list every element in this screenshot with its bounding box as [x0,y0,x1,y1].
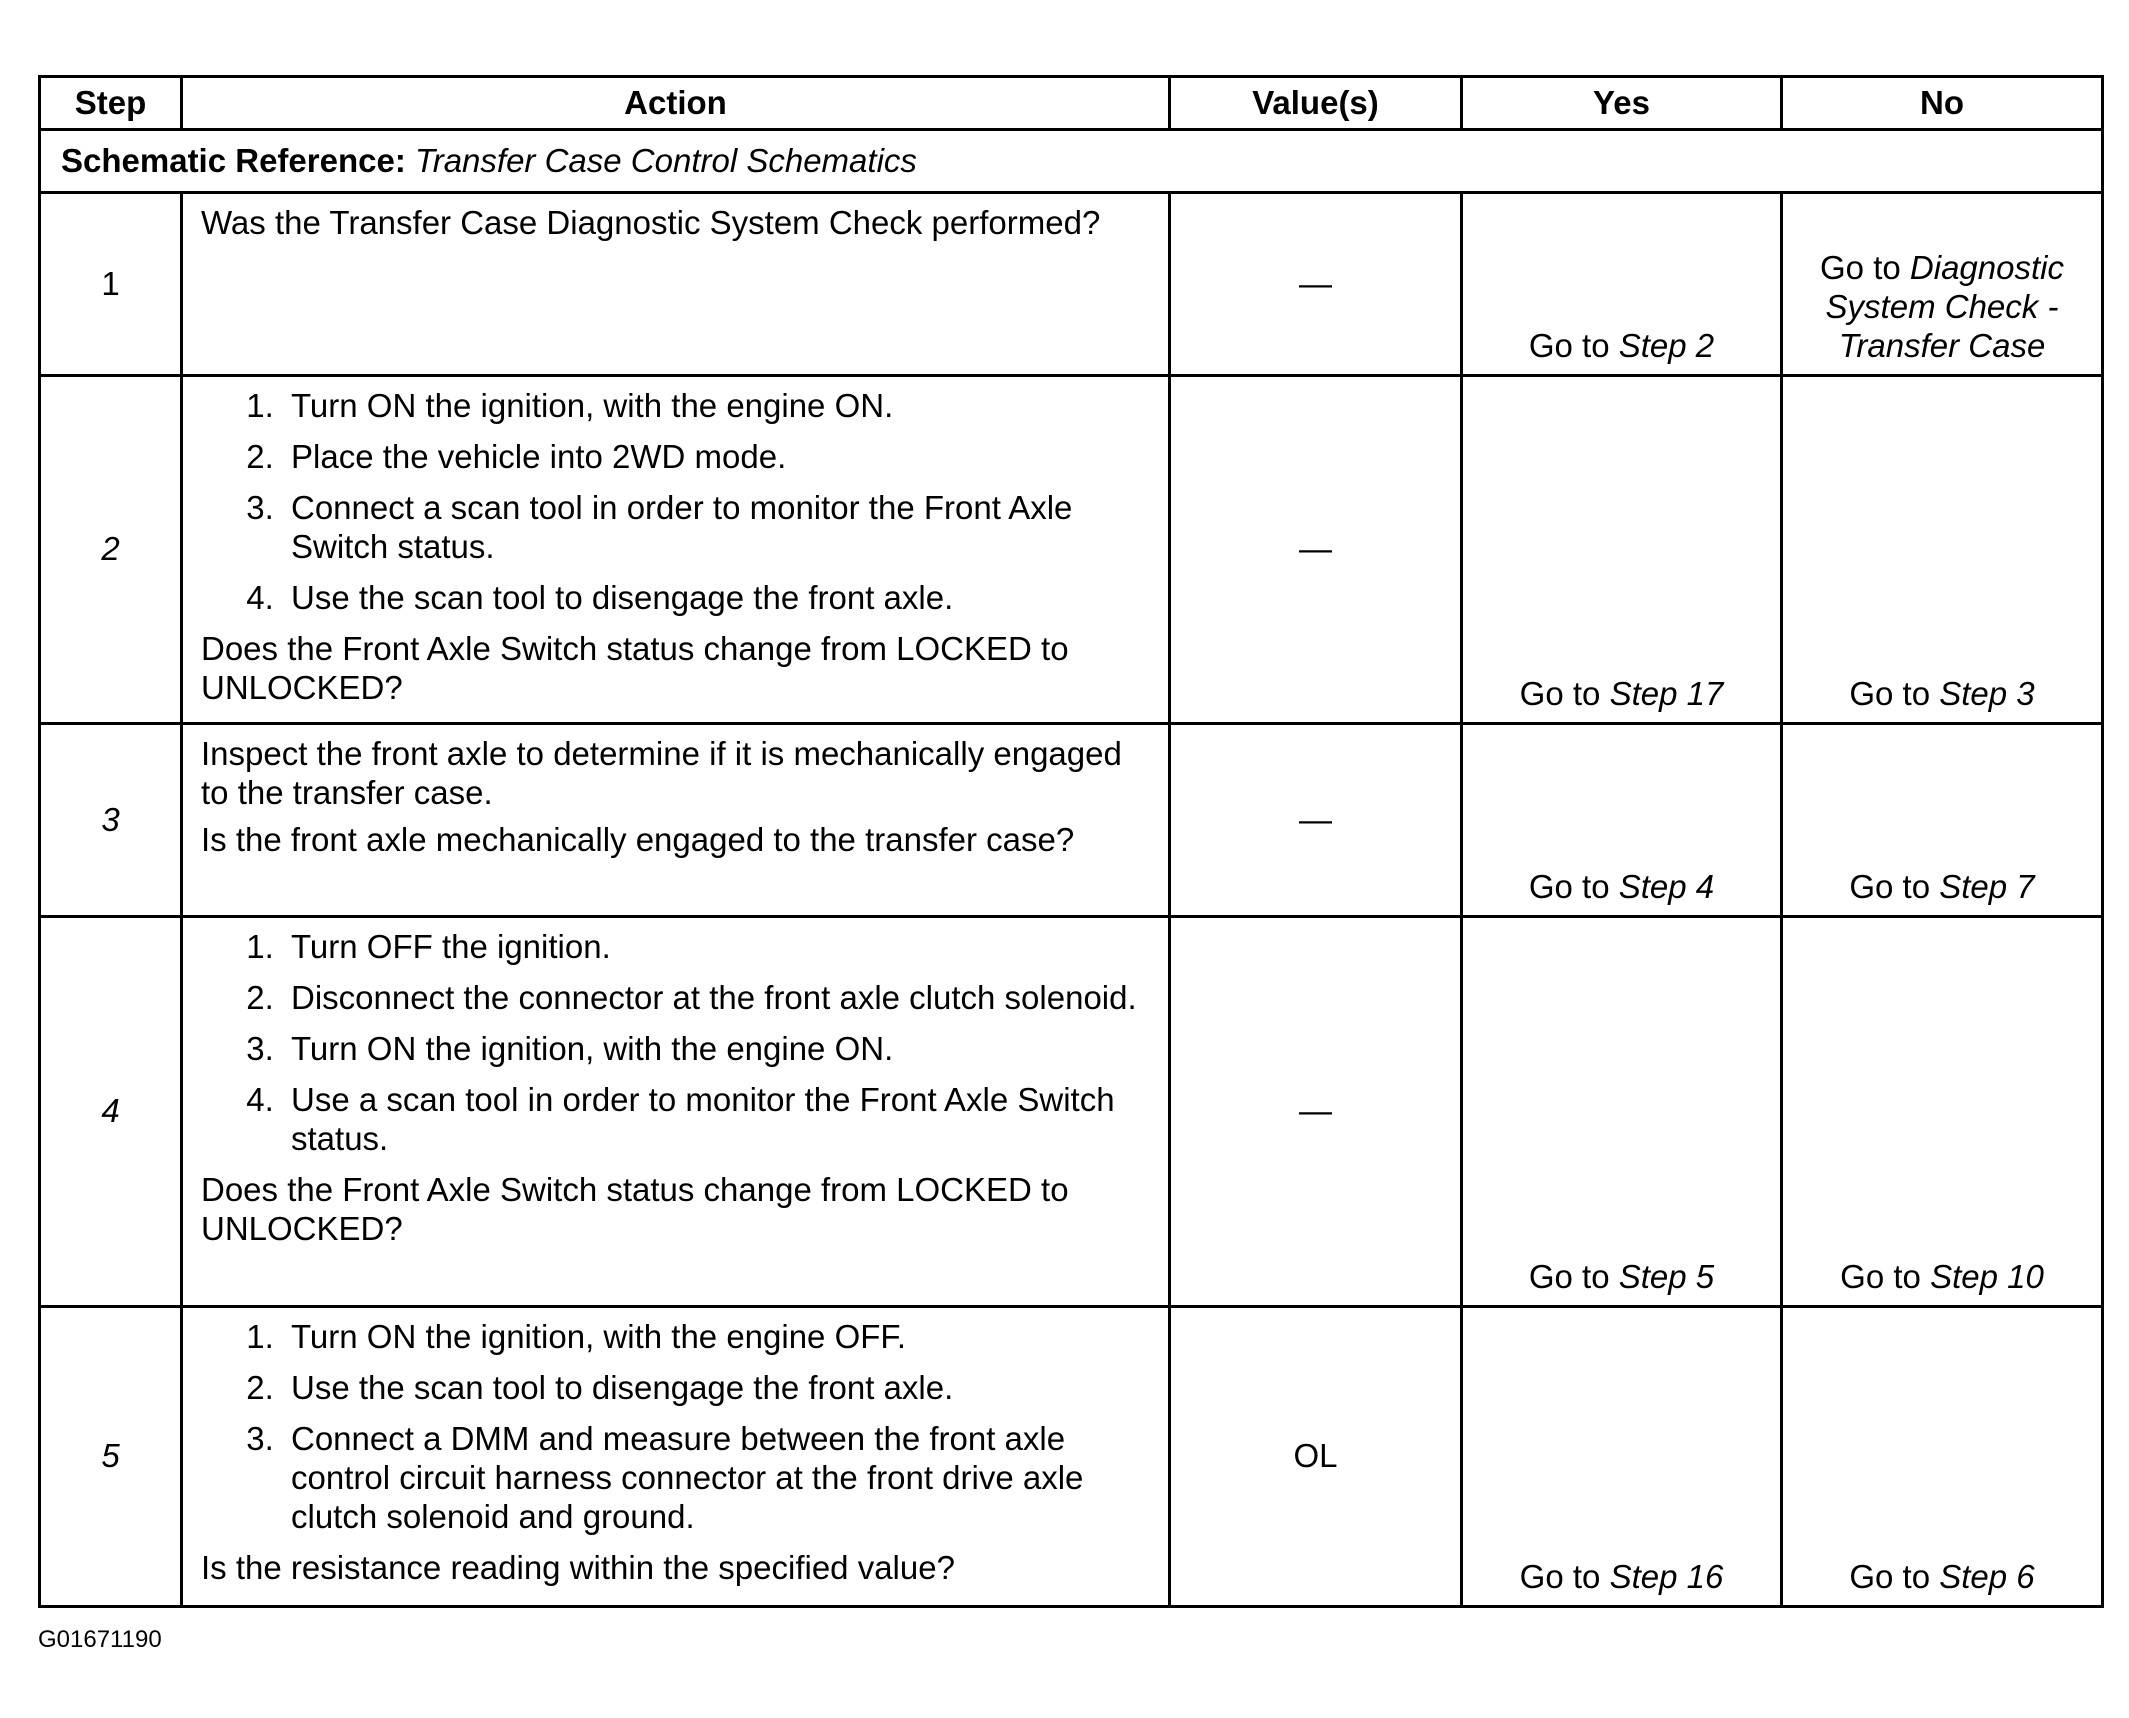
yes-goto-prefix: Go to [1519,675,1601,713]
action-cell [182,193,1170,376]
no-goto-prefix: Go to [1820,249,1901,287]
action-list [201,1318,1150,1537]
no-cell [1782,1307,2103,1607]
table-row [40,193,2103,376]
yes-goto-prefix: Go to [1528,1258,1610,1296]
action-cell [182,376,1170,724]
header-action: Action [182,77,1170,130]
schematic-reference [40,130,2103,193]
yes-goto-link: Step 16 [1609,1558,1724,1596]
no-cell [1782,193,2103,376]
list-item: 3. Connect a scan tool in order to monitor the Front Axle Switch status. [283,489,1150,567]
yes-cell [1462,724,1782,917]
no-goto-prefix: Go to [1840,1258,1921,1296]
list-item: 1. Turn OFF the ignition. [283,928,1150,967]
table-row [40,724,2103,917]
schematic-reference-label: Schematic Reference: [61,141,406,179]
header-step: Step [40,77,182,130]
no-cell [1782,917,2103,1307]
no-cell [1782,724,2103,917]
value-text: — [1299,530,1332,568]
list-item: 1. Turn ON the ignition, with the engine ON. [283,387,1150,426]
no-goto-link: Step 7 [1939,868,2035,906]
value-text: — [1299,1092,1332,1130]
value-cell [1170,724,1462,917]
action-list [201,387,1150,618]
action-cell [182,917,1170,1307]
action-cell [182,724,1170,917]
value-text: — [1299,264,1332,302]
action-question: Is the resistance reading within the specified value? [201,1548,955,1586]
no-goto-link: Diagnostic System Check - Transfer Case [1825,249,2064,365]
table-row [40,917,2103,1307]
list-item: 1. Turn ON the ignition, with the engine OFF. [283,1318,1150,1357]
no-goto-link: Step 10 [1930,1258,2044,1296]
yes-cell [1462,376,1782,724]
no-cell [1782,376,2103,724]
action-question: Is the front axle mechanically engaged to the transfer case? [201,820,1075,858]
action-question: Does the Front Axle Switch status change from LOCKED to UNLOCKED? [201,629,1069,706]
yes-goto-link: Step 17 [1609,675,1724,713]
schematic-reference-row [40,130,2103,193]
yes-goto-link: Step 5 [1618,1258,1715,1296]
table-row [40,376,2103,724]
value-cell [1170,917,1462,1307]
action-list [201,928,1150,1159]
diagnostic-table [38,75,2104,1608]
header-values: Value(s) [1170,77,1462,130]
yes-goto-prefix: Go to [1528,868,1610,906]
header-yes: Yes [1462,77,1782,130]
list-item: 2. Use the scan tool to disengage the front axle. [283,1369,1150,1408]
action-intro: Inspect the front axle to determine if it is mechanically engaged to the transfer case. [201,735,1122,811]
no-goto-prefix: Go to [1849,868,1931,906]
list-item: 3. Connect a DMM and measure between the front axle control circuit harness connector at the front drive axle clutch solenoid and ground. [283,1420,1150,1537]
step-number: 3 [40,724,182,917]
yes-cell [1462,1307,1782,1607]
schematic-reference-link: Transfer Case Control Schematics [415,141,917,179]
action-intro: Was the Transfer Case Diagnostic System Check performed? [201,204,1101,241]
step-number: 1 [40,193,182,376]
yes-goto-link: Step 2 [1618,327,1715,365]
action-question: Does the Front Axle Switch status change from LOCKED to UNLOCKED? [201,1170,1069,1247]
yes-goto-prefix: Go to [1519,1558,1601,1596]
table-row [40,1307,2103,1607]
value-text: OL [1293,1437,1338,1475]
header-no: No [1782,77,2103,130]
value-cell [1170,1307,1462,1607]
yes-cell [1462,193,1782,376]
list-item: 4. Use the scan tool to disengage the front axle. [283,579,1150,618]
value-cell [1170,376,1462,724]
value-text: — [1299,800,1332,838]
value-cell [1170,193,1462,376]
yes-cell [1462,917,1782,1307]
step-number: 5 [40,1307,182,1607]
list-item: 2. Place the vehicle into 2WD mode. [283,438,1150,477]
yes-goto-link: Step 4 [1618,868,1715,906]
list-item: 3. Turn ON the ignition, with the engine ON. [283,1030,1150,1069]
no-goto-prefix: Go to [1849,675,1931,713]
action-cell [182,1307,1170,1607]
no-goto-link: Step 3 [1939,675,2035,713]
header-row [40,77,2103,130]
no-goto-prefix: Go to [1849,1558,1931,1596]
no-goto-link: Step 6 [1939,1558,2035,1596]
list-item: 2. Disconnect the connector at the front axle clutch solenoid. [283,979,1150,1018]
yes-goto-prefix: Go to [1528,327,1610,365]
step-number: 4 [40,917,182,1307]
step-number: 2 [40,376,182,724]
figure-id: G01671190 [38,1626,162,1653]
list-item: 4. Use a scan tool in order to monitor the Front Axle Switch status. [283,1081,1150,1159]
